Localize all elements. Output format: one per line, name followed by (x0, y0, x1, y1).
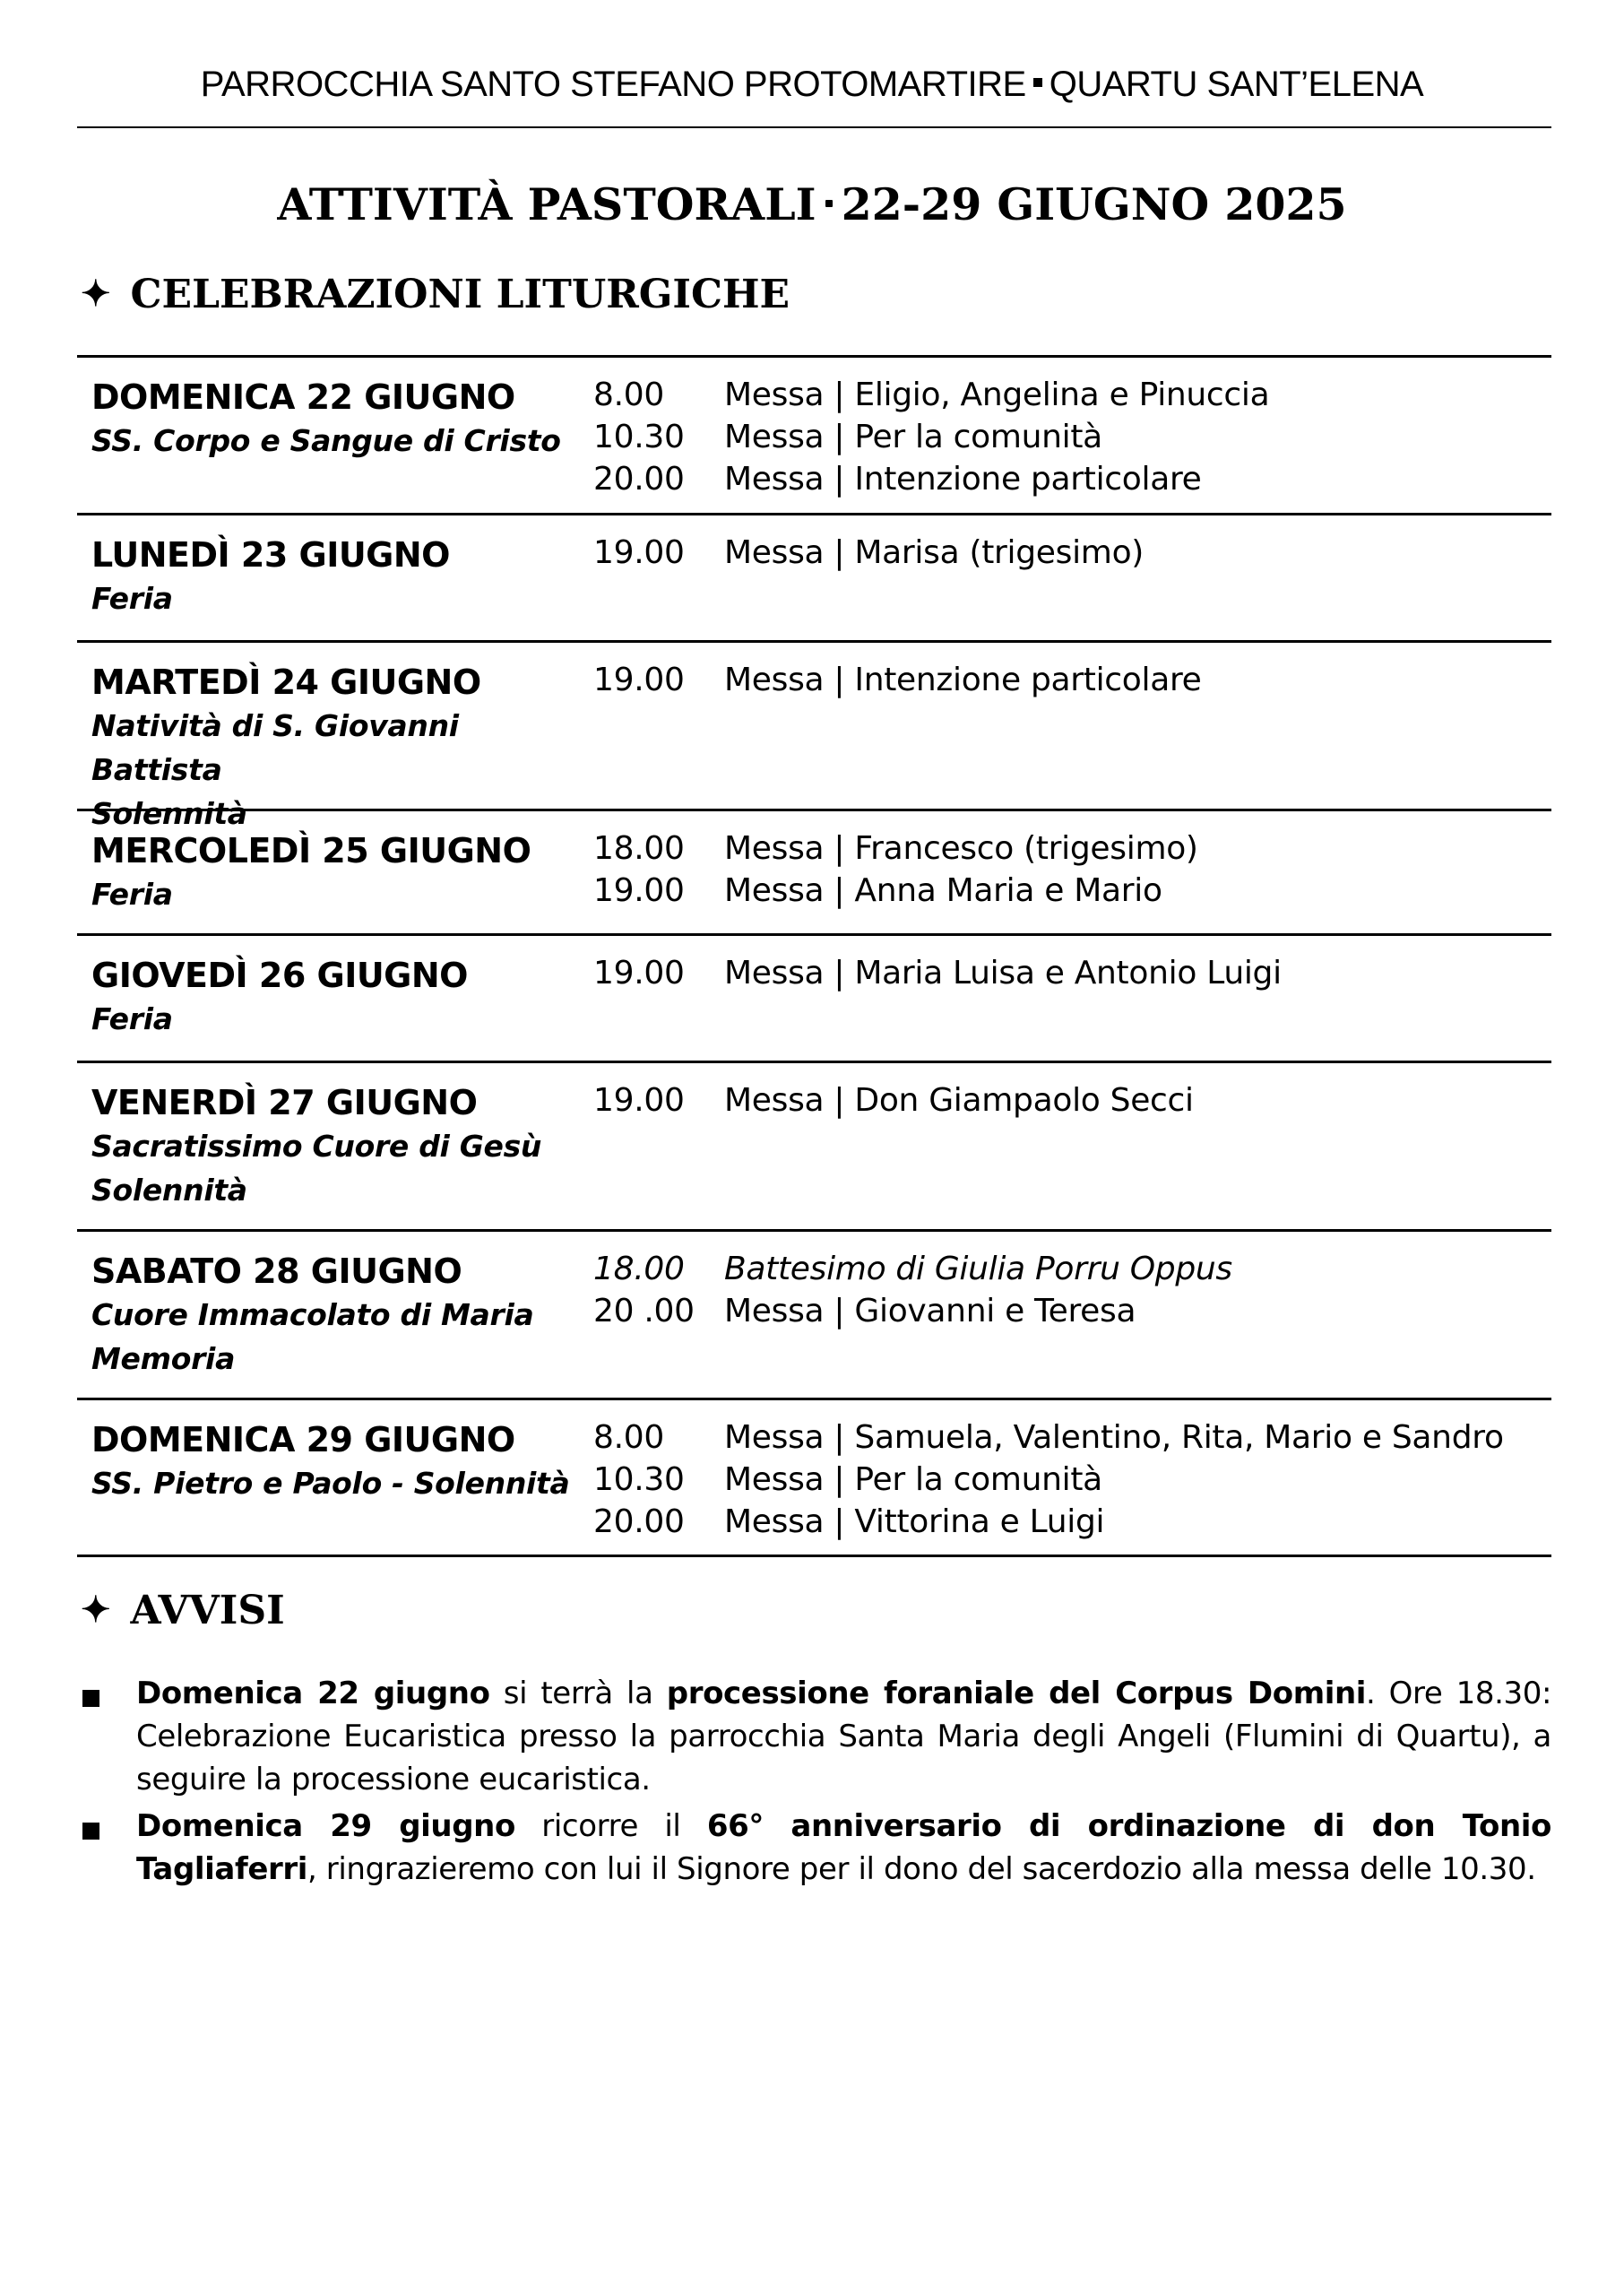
header-separator (1033, 78, 1042, 87)
day-info (91, 1418, 593, 1505)
mass-time: 20.00 (593, 461, 685, 498)
mass-entry (593, 1079, 1543, 1122)
star-icon: ✦ (81, 273, 111, 315)
mass-time: 19.00 (593, 662, 685, 698)
day-name: GIOVEDÌ 26 GIUGNO (91, 956, 468, 995)
day-name: LUNEDÌ 23 GIUGNO (91, 535, 450, 575)
mass-entry (593, 374, 1543, 416)
day-subtitle: Memoria (91, 1341, 236, 1376)
town-name: QUARTU SANT’ELENA (1049, 65, 1424, 104)
mass-time: 19.00 (593, 955, 685, 992)
notice-body: si terrà la (489, 1676, 667, 1711)
day-row (77, 1061, 1551, 1229)
day-row (77, 809, 1551, 933)
page-title (0, 176, 1624, 233)
mass-entry (593, 827, 1543, 870)
square-bullet-icon (82, 1823, 99, 1840)
day-info (91, 376, 593, 463)
title-dates: 22-29 GIUGNO 2025 (841, 178, 1347, 230)
day-subtitle: Feria (91, 1001, 173, 1036)
section-notices-heading (81, 1585, 285, 1638)
header-divider (77, 126, 1551, 128)
mass-entry (593, 952, 1543, 994)
mass-entry (593, 1248, 1543, 1290)
notice-body: . Ore 18.30: Celebrazione Eucaristica presso la parrocchia Santa Maria degli Angeli (Flumini di Quartu), a seguire la processione eucaristica. (136, 1676, 1551, 1797)
mass-time: 8.00 (593, 1419, 664, 1456)
section-celebrations-label: CELEBRAZIONI LITURGICHE (130, 272, 790, 317)
mass-time: 18.00 (593, 830, 685, 867)
day-subtitle: Feria (91, 877, 173, 912)
mass-time: 20.00 (593, 1503, 685, 1540)
mass-time: 19.00 (593, 872, 685, 909)
mass-list (593, 952, 1543, 994)
notice-text (136, 1805, 1551, 1891)
mass-entry (593, 870, 1543, 912)
mass-time: 20 .00 (593, 1293, 695, 1329)
day-info (91, 533, 593, 620)
star-icon: ✦ (81, 1589, 111, 1631)
day-info (91, 829, 593, 916)
notice-text (136, 1672, 1551, 1801)
day-row (77, 355, 1551, 513)
mass-entry (593, 458, 1543, 500)
mass-entry (593, 659, 1543, 701)
day-name: SABATO 28 GIUGNO (91, 1251, 462, 1291)
day-name: VENERDÌ 27 GIUGNO (91, 1083, 478, 1122)
day-info (91, 1081, 593, 1212)
section-celebrations-heading (81, 269, 790, 322)
schedule-table (77, 355, 1551, 1557)
notice-highlight: Domenica 29 giugno (136, 1808, 515, 1844)
notice-highlight: processione foraniale del Corpus Domini (666, 1676, 1367, 1711)
day-info (91, 1250, 593, 1381)
notice-highlight: Domenica 22 giugno (136, 1676, 490, 1711)
mass-description: Messa | Vittorina e Luigi (724, 1503, 1105, 1540)
mass-list (593, 374, 1543, 500)
day-subtitle: Solennità (91, 1173, 247, 1208)
notice-item (77, 1805, 1551, 1891)
day-row (77, 933, 1551, 1061)
mass-time: 19.00 (593, 1082, 685, 1119)
mass-description: Messa | Eligio, Angelina e Pinuccia (724, 377, 1270, 413)
mass-entry (593, 1459, 1543, 1501)
mass-entry (593, 1416, 1543, 1459)
mass-list (593, 1079, 1543, 1122)
mass-list (593, 532, 1543, 574)
day-subtitle: Sacratissimo Cuore di Gesù (91, 1129, 542, 1164)
notice-body: ricorre il (514, 1808, 707, 1844)
parish-name: PARROCCHIA SANTO STEFANO PROTOMARTIRE (200, 65, 1026, 104)
day-row (77, 513, 1551, 640)
mass-time: 10.30 (593, 1461, 685, 1498)
title-main: ATTIVITÀ PASTORALI (277, 178, 816, 230)
mass-description: Messa | Maria Luisa e Antonio Luigi (724, 955, 1282, 992)
mass-description: Messa | Per la comunità (724, 1461, 1102, 1498)
mass-description: Messa | Intenzione particolare (724, 461, 1202, 498)
mass-description: Messa | Anna Maria e Mario (724, 872, 1162, 909)
mass-description: Messa | Don Giampaolo Secci (724, 1082, 1194, 1119)
mass-description: Messa | Giovanni e Teresa (724, 1293, 1136, 1329)
day-subtitle: Solennità (91, 796, 247, 831)
day-subtitle: SS. Corpo e Sangue di Cristo (91, 423, 561, 458)
mass-description: Messa | Samuela, Valentino, Rita, Mario e Sandro (724, 1419, 1504, 1456)
mass-description: Messa | Francesco (trigesimo) (724, 830, 1198, 867)
mass-list (593, 659, 1543, 701)
parish-header (0, 61, 1624, 108)
title-separator (825, 200, 833, 207)
notice-body: , ringrazieremo con lui il Signore per il dono del sacerdozio alla messa delle 10.30. (307, 1851, 1536, 1887)
mass-time: 10.30 (593, 419, 685, 455)
notices-list (77, 1672, 1551, 1894)
mass-entry (593, 532, 1543, 574)
mass-description: Battesimo di Giulia Porru Oppus (724, 1251, 1232, 1287)
mass-list (593, 1248, 1543, 1332)
day-name: DOMENICA 29 GIUGNO (91, 1420, 515, 1459)
section-notices-label: AVVISI (130, 1588, 285, 1633)
square-bullet-icon (82, 1690, 99, 1707)
mass-entry (593, 1501, 1543, 1543)
day-info (91, 954, 593, 1041)
mass-entry (593, 1290, 1543, 1332)
mass-list (593, 827, 1543, 912)
day-subtitle: SS. Pietro e Paolo - Solennità (91, 1466, 570, 1501)
day-subtitle: Feria (91, 581, 173, 616)
mass-entry (593, 416, 1543, 458)
day-name: MARTEDÌ 24 GIUGNO (91, 663, 481, 702)
mass-description: Messa | Marisa (trigesimo) (724, 534, 1145, 571)
mass-description: Messa | Per la comunità (724, 419, 1102, 455)
mass-description: Messa | Intenzione particolare (724, 662, 1202, 698)
mass-list (593, 1416, 1543, 1543)
day-row (77, 1229, 1551, 1398)
day-name: DOMENICA 22 GIUGNO (91, 377, 515, 417)
day-subtitle: Cuore Immacolato di Maria (91, 1297, 534, 1332)
day-row (77, 640, 1551, 831)
day-name: MERCOLEDÌ 25 GIUGNO (91, 831, 531, 870)
mass-time: 8.00 (593, 377, 664, 413)
mass-time: 18.00 (593, 1251, 685, 1287)
day-subtitle: Natività di S. Giovanni Battista (91, 708, 459, 787)
notice-item (77, 1672, 1551, 1801)
mass-time: 19.00 (593, 534, 685, 571)
notice-highlight: 66° anniversario di ordinazione di don Tonio Tagliaferri (136, 1808, 1551, 1887)
day-row (77, 1398, 1551, 1557)
